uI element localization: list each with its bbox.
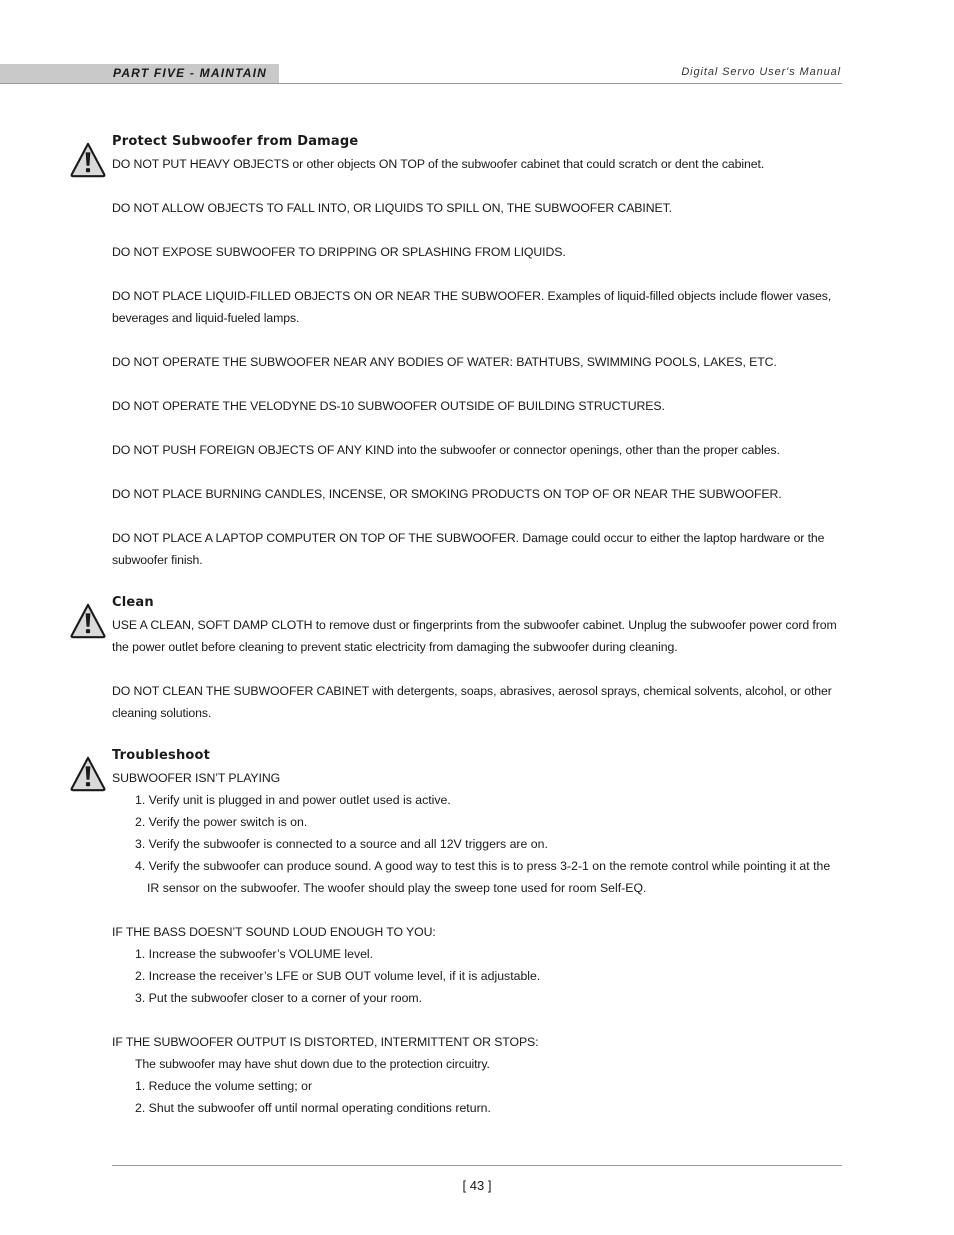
paragraph: USE A CLEAN, SOFT DAMP CLOTH to remove dust or fingerprints from the subwoofer cabinet. Unplug the subwoofer power cord from the power outlet before cleaning to prevent static electricity from damaging the subwoofer during cleaning. (112, 618, 837, 654)
step-list (112, 943, 842, 1009)
troubleshoot-group (112, 767, 842, 899)
section-protect (112, 131, 842, 571)
paragraph: DO NOT PUT HEAVY OBJECTS or other objects ON TOP of the subwoofer cabinet that could scratch or dent the cabinet. (112, 157, 765, 171)
section-troubleshoot (112, 745, 842, 1119)
warning-icon (69, 755, 107, 793)
page-content (112, 131, 842, 1119)
group-heading: IF THE SUBWOOFER OUTPUT IS DISTORTED, INTERMITTENT OR STOPS: (112, 1035, 539, 1049)
section-label: PART FIVE - MAINTAIN (113, 66, 267, 80)
section-clean (112, 592, 842, 724)
list-item: 2. Shut the subwoofer off until normal operating conditions return. (135, 1101, 491, 1115)
troubleshoot-group (112, 1031, 842, 1119)
list-item: 2. Verify the power switch is on. (135, 815, 308, 829)
step-list (112, 789, 842, 899)
paragraph: DO NOT EXPOSE SUBWOOFER TO DRIPPING OR SPLASHING FROM LIQUIDS. (112, 245, 566, 259)
step-list (112, 1075, 842, 1119)
section-title: Protect Subwoofer from Damage (112, 134, 359, 149)
paragraph: DO NOT PLACE A LAPTOP COMPUTER ON TOP OF THE SUBWOOFER. Damage could occur to either the laptop hardware or the subwoofer finish. (112, 531, 825, 567)
paragraph: DO NOT PLACE LIQUID-FILLED OBJECTS ON OR NEAR THE SUBWOOFER. Examples of liquid-filled objects include flower vases, beverages and liquid-fueled lamps. (112, 289, 832, 325)
paragraph: DO NOT ALLOW OBJECTS TO FALL INTO, OR LIQUIDS TO SPILL ON, THE SUBWOOFER CABINET. (112, 201, 672, 215)
section-title: Clean (112, 595, 154, 610)
troubleshoot-group (112, 921, 842, 1009)
paragraph: DO NOT OPERATE THE SUBWOOFER NEAR ANY BODIES OF WATER: BATHTUBS, SWIMMING POOLS, LAKES, ETC. (112, 355, 777, 369)
group-note: The subwoofer may have shut down due to the protection circuitry. (135, 1057, 490, 1071)
paragraph: DO NOT OPERATE THE VELODYNE DS-10 SUBWOOFER OUTSIDE OF BUILDING STRUCTURES. (112, 399, 665, 413)
list-item: 2. Increase the receiver’s LFE or SUB OUT volume level, if it is adjustable. (135, 969, 541, 983)
manual-title: Digital Servo User's Manual (681, 66, 841, 78)
group-heading: IF THE BASS DOESN’T SOUND LOUD ENOUGH TO YOU: (112, 925, 436, 939)
footer-rule (112, 1165, 842, 1166)
header-rule (0, 83, 842, 84)
warning-icon (69, 141, 107, 179)
warning-icon (69, 602, 107, 640)
list-item: 3. Verify the subwoofer is connected to a source and all 12V triggers are on. (135, 837, 548, 851)
section-title: Troubleshoot (112, 748, 211, 763)
page-number: [ 43 ] (462, 1178, 492, 1193)
list-item: 1. Verify unit is plugged in and power outlet used is active. (135, 793, 451, 807)
list-item: 4. Verify the subwoofer can produce sound. A good way to test this is to press 3-2-1 on the remote control while pointing it at the IR sensor on the subwoofer. The woofer should play the sweep tone used for room Self-EQ. (135, 859, 831, 895)
paragraph: DO NOT PLACE BURNING CANDLES, INCENSE, OR SMOKING PRODUCTS ON TOP OF OR NEAR THE SUBWOOFER. (112, 487, 782, 501)
paragraph: DO NOT CLEAN THE SUBWOOFER CABINET with detergents, soaps, abrasives, aerosol sprays, chemical solvents, alcohol, or other cleaning solutions. (112, 684, 832, 720)
list-item: 1. Reduce the volume setting; or (135, 1079, 313, 1093)
list-item: 1. Increase the subwoofer’s VOLUME level. (135, 947, 374, 961)
list-item: 3. Put the subwoofer closer to a corner of your room. (135, 991, 423, 1005)
paragraph: DO NOT PUSH FOREIGN OBJECTS OF ANY KIND into the subwoofer or connector openings, other than the proper cables. (112, 443, 780, 457)
group-heading: SUBWOOFER ISN’T PLAYING (112, 771, 281, 785)
